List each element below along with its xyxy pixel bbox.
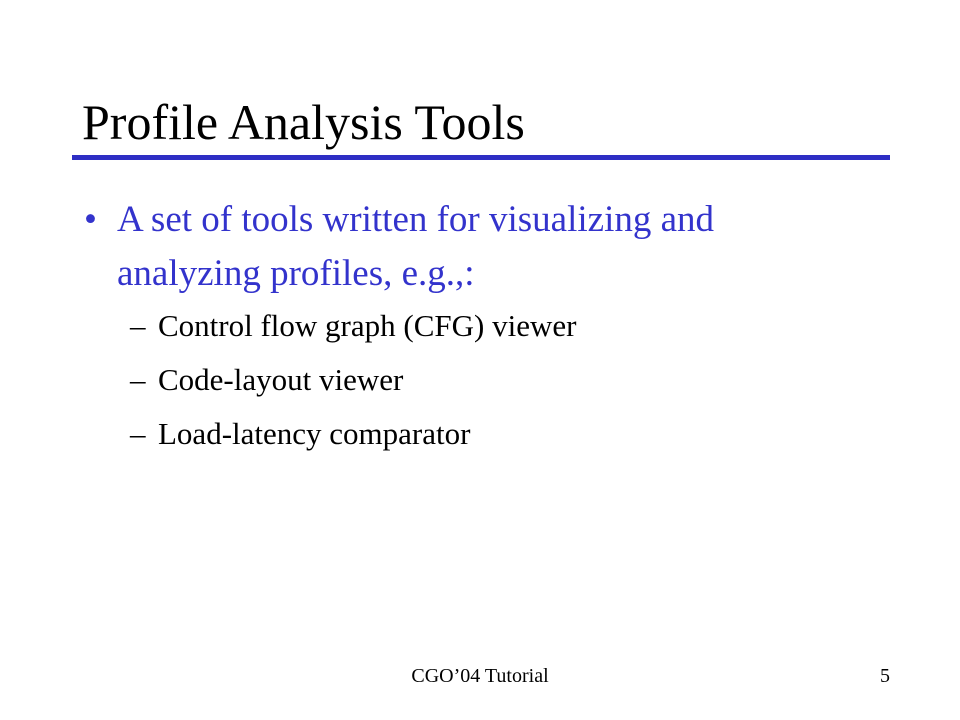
page-number: 5: [880, 665, 890, 687]
bullet-marker: •: [84, 199, 97, 240]
sub-item-marker: –: [130, 308, 146, 343]
slide-title: Profile Analysis Tools: [82, 94, 525, 150]
sub-item-marker: –: [130, 416, 146, 451]
sub-item-text: Control flow graph (CFG) viewer: [158, 308, 577, 343]
sub-item-load-latency-comparator: [130, 414, 470, 454]
title-underline: [72, 155, 890, 160]
bullet-item: [84, 193, 864, 301]
bullet-text: A set of tools written for visualizing and analyzing profiles, e.g.,:: [117, 199, 715, 294]
sub-item-text: Load-latency comparator: [158, 416, 471, 451]
footer-text: CGO’04 Tutorial: [411, 665, 549, 687]
sub-item-code-layout-viewer: [130, 360, 403, 400]
sub-item-text: Code-layout viewer: [158, 362, 404, 397]
sub-item-marker: –: [130, 362, 146, 397]
sub-item-cfg-viewer: [130, 306, 576, 346]
